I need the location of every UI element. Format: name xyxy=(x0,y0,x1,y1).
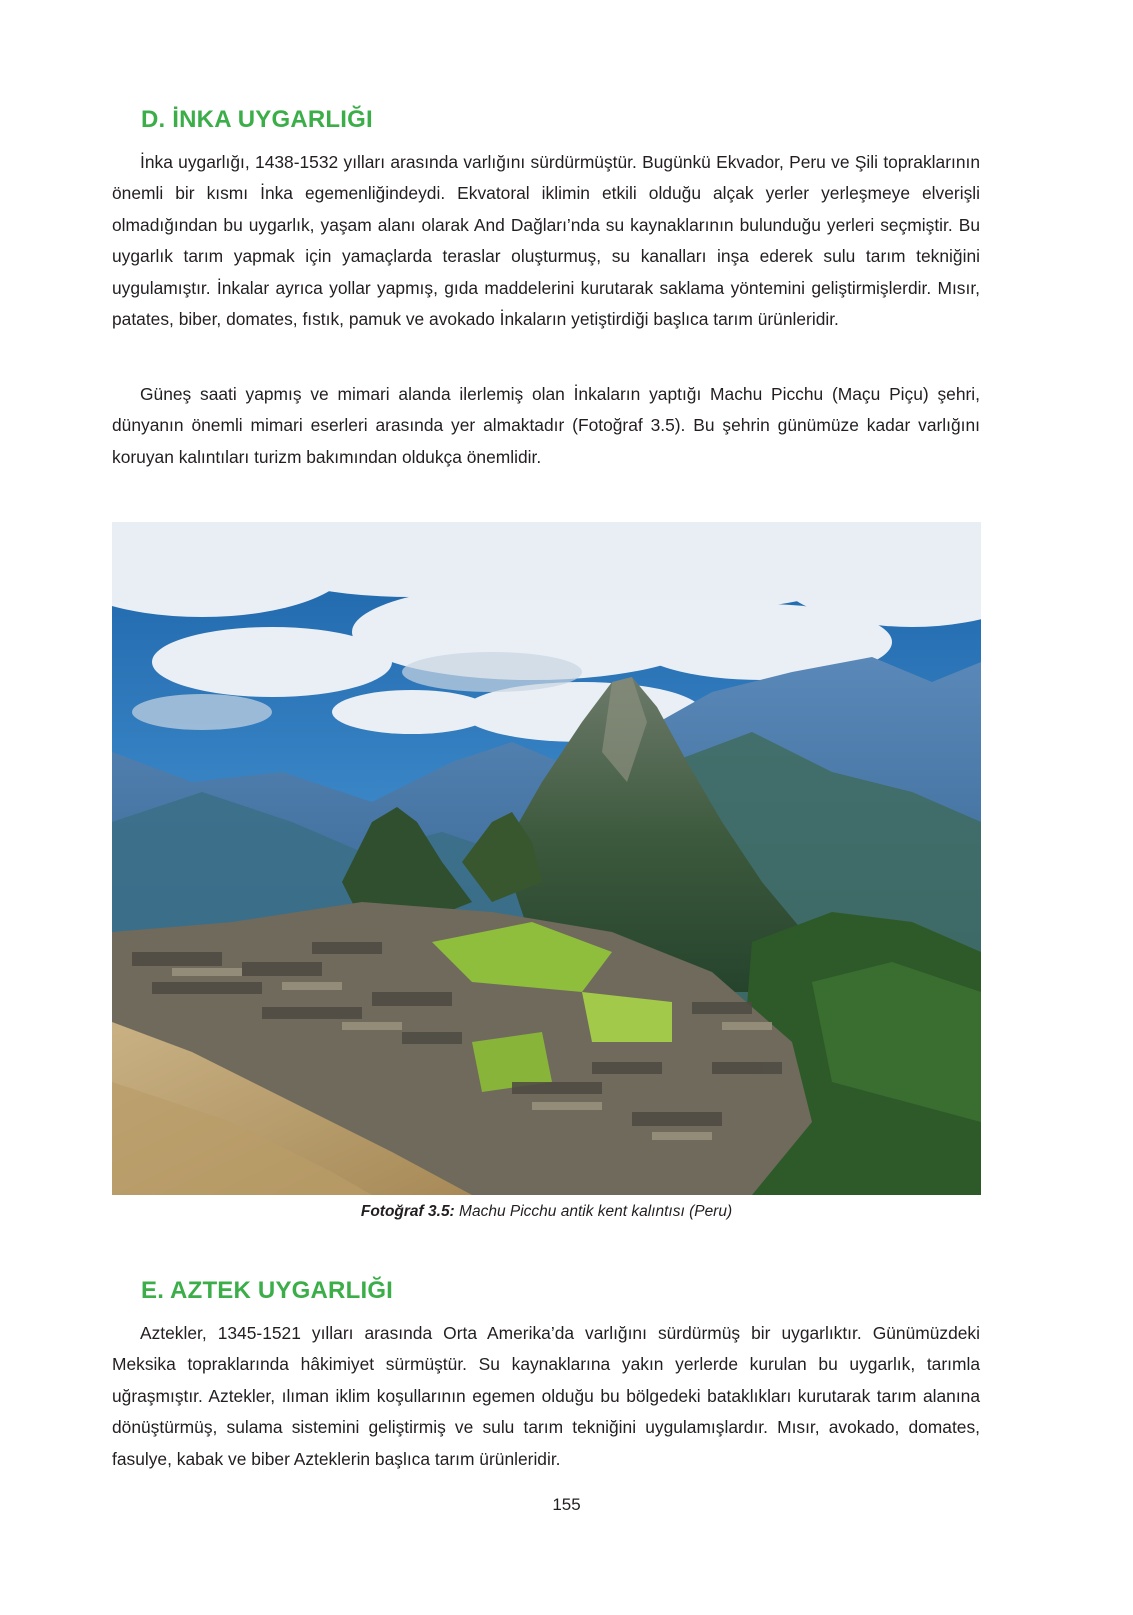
figure-caption-text: Machu Picchu antik kent kalıntısı (Peru) xyxy=(454,1203,733,1220)
section-d-heading: D. İNKA UYGARLIĞI xyxy=(141,106,373,133)
figure-caption xyxy=(112,1203,981,1221)
section-d-paragraph-1: İnka uygarlığı, 1438-1532 yılları arasında varlığını sürdürmüştür. Bugünkü Ekvador, Peru ve Şili topraklarının önemli bir kısmı İnka egemenliğindeydi. Ekvatoral iklimin etkili olduğu alçak yerler yerleşmeye elverişli olmadığından bu uygarlık, yaşam alanı olarak And Dağları’nda su kaynaklarının bulunduğu yerleri seçmiştir. Bu uygarlık tarım yapmak için yamaçlarda teraslar oluşturmuş, su kanalları inşa ederek sulu tarım tekniğini uygulamıştır. İnkalar ayrıca yollar yapmış, gıda maddelerini kurutarak saklama yöntemini geliştirmişlerdir. Mısır, patates, biber, domates, fıstık, pamuk ve avokado İnkaların yetiştirdiği başlıca tarım ürünleridir. xyxy=(112,152,980,330)
machu-picchu-photo xyxy=(112,522,981,1195)
section-e-paragraph-1: Aztekler, 1345-1521 yılları arasında Orta Amerika’da varlığını sürdürmüş bir uygarlıktır. Günümüzdeki Meksika topraklarında hâkimiyet sürmüştür. Su kaynaklarına yakın yerlerde kurulan bu uygarlık, tarımla uğraşmıştır. Aztekler, ılıman iklim koşullarının egemen olduğu bu bölgedeki bataklıkları kurutarak tarım alanına dönüştürmüş, sulama sistemini geliştirmiş ve sulu tarım tekniğini uygulamışlardır. Mısır, avokado, domates, fasulye, kabak ve biber Azteklerin başlıca tarım ürünleridir. xyxy=(112,1323,980,1469)
section-d-paragraph-2: Güneş saati yapmış ve mimari alanda ilerlemiş olan İnkaların yaptığı Machu Picchu (Maçu Piçu) şehri, dünyanın önemli mimari eserleri arasında yer almaktadır (Fotoğraf 3.5). Bu şehrin günümüze kadar varlığını koruyan kalıntıları turizm bakımından oldukça önemlidir. xyxy=(112,384,980,467)
figure-caption-label: Fotoğraf 3.5: xyxy=(360,1203,455,1220)
section-e-heading: E. AZTEK UYGARLIĞI xyxy=(141,1277,394,1304)
page-number: 155 xyxy=(552,1495,581,1514)
